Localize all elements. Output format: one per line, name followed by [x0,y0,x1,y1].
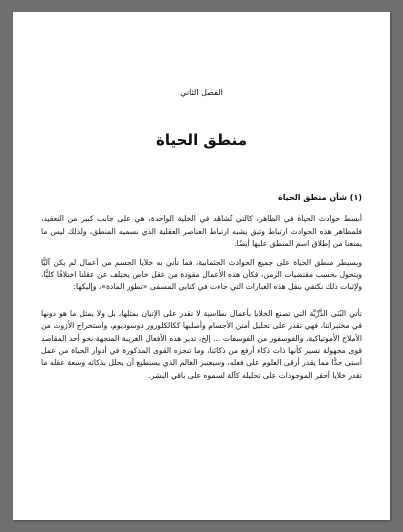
page-body [41,192,362,388]
chapter-title: منطق الحياة [156,131,247,149]
chapter-label: الفصل الثاني [180,88,223,97]
paragraph: أبسط حوادث الحياة في الظاهر، كالتي تُشاهَد في الخلية الواحدة، هي على جانب كبير من التعقيد، فلمظاهر هذه الحوادث ارتباط وثيق يشبه ارتباط العناصر العقلية الذي نسميه المنطق، ولذلك ليس ما يمنعنا من إطلاق اسم المنطق عليها أيضًا. [41,214,362,249]
book-page [13,12,390,520]
quoted-paragraph: تأتي البُنَى الذَّرِّيَّة التي تصنع الخلايا بأعمال نطاسية لا تقدر على الإتيان بمثلها، بل ولا يمثل ما هو دونها في مختبراتنا، فهي تقدر على تحليل أمتن الأجسام وأصلبها ككالكلورور دوسوديوم، واستخراج الأزوت من الأملاح الأمونياكية، والفوسفور من الفوسفات ... إلخ، تدير هذه الأفعال الغريبة المتجهة نحو أحد المقاصد قوى مجهولة تسير كأنها ذات ذكاء أرفع من ذكائنا، وما تنجزه القوى المذكورة في أدوار الحياة من عمل أسنى جدًّا مما يقدر أرقى العلوم على فعله، وسيعتبر العالم الذي يستطيع أن يحلل بذكائه وسعة عقله ما تقدر خلايا أحقر الموجودات على تحليله كآلة لسموه على باقي البشر. [41,308,362,380]
section-heading: (١) شأن منطق الحياة [278,193,362,202]
paragraph: ويسيطر منطق الحياة على جميع الحوادث الجثمانية، فما تأتي به خلايا الجسم من أعمال لم يكن آليًّا ويتحول بحسب مقتضيات الزمن، فكأن هذه الأعمال مقودة من عقل خاص يختلف عن عقلنا اختلافًا كليًّا، ولإثبات ذلك نكتفي بنقل هذه العبارات التي جاءت في كتابي المسمى «تطور المادة»، وإليكها: [41,257,362,292]
